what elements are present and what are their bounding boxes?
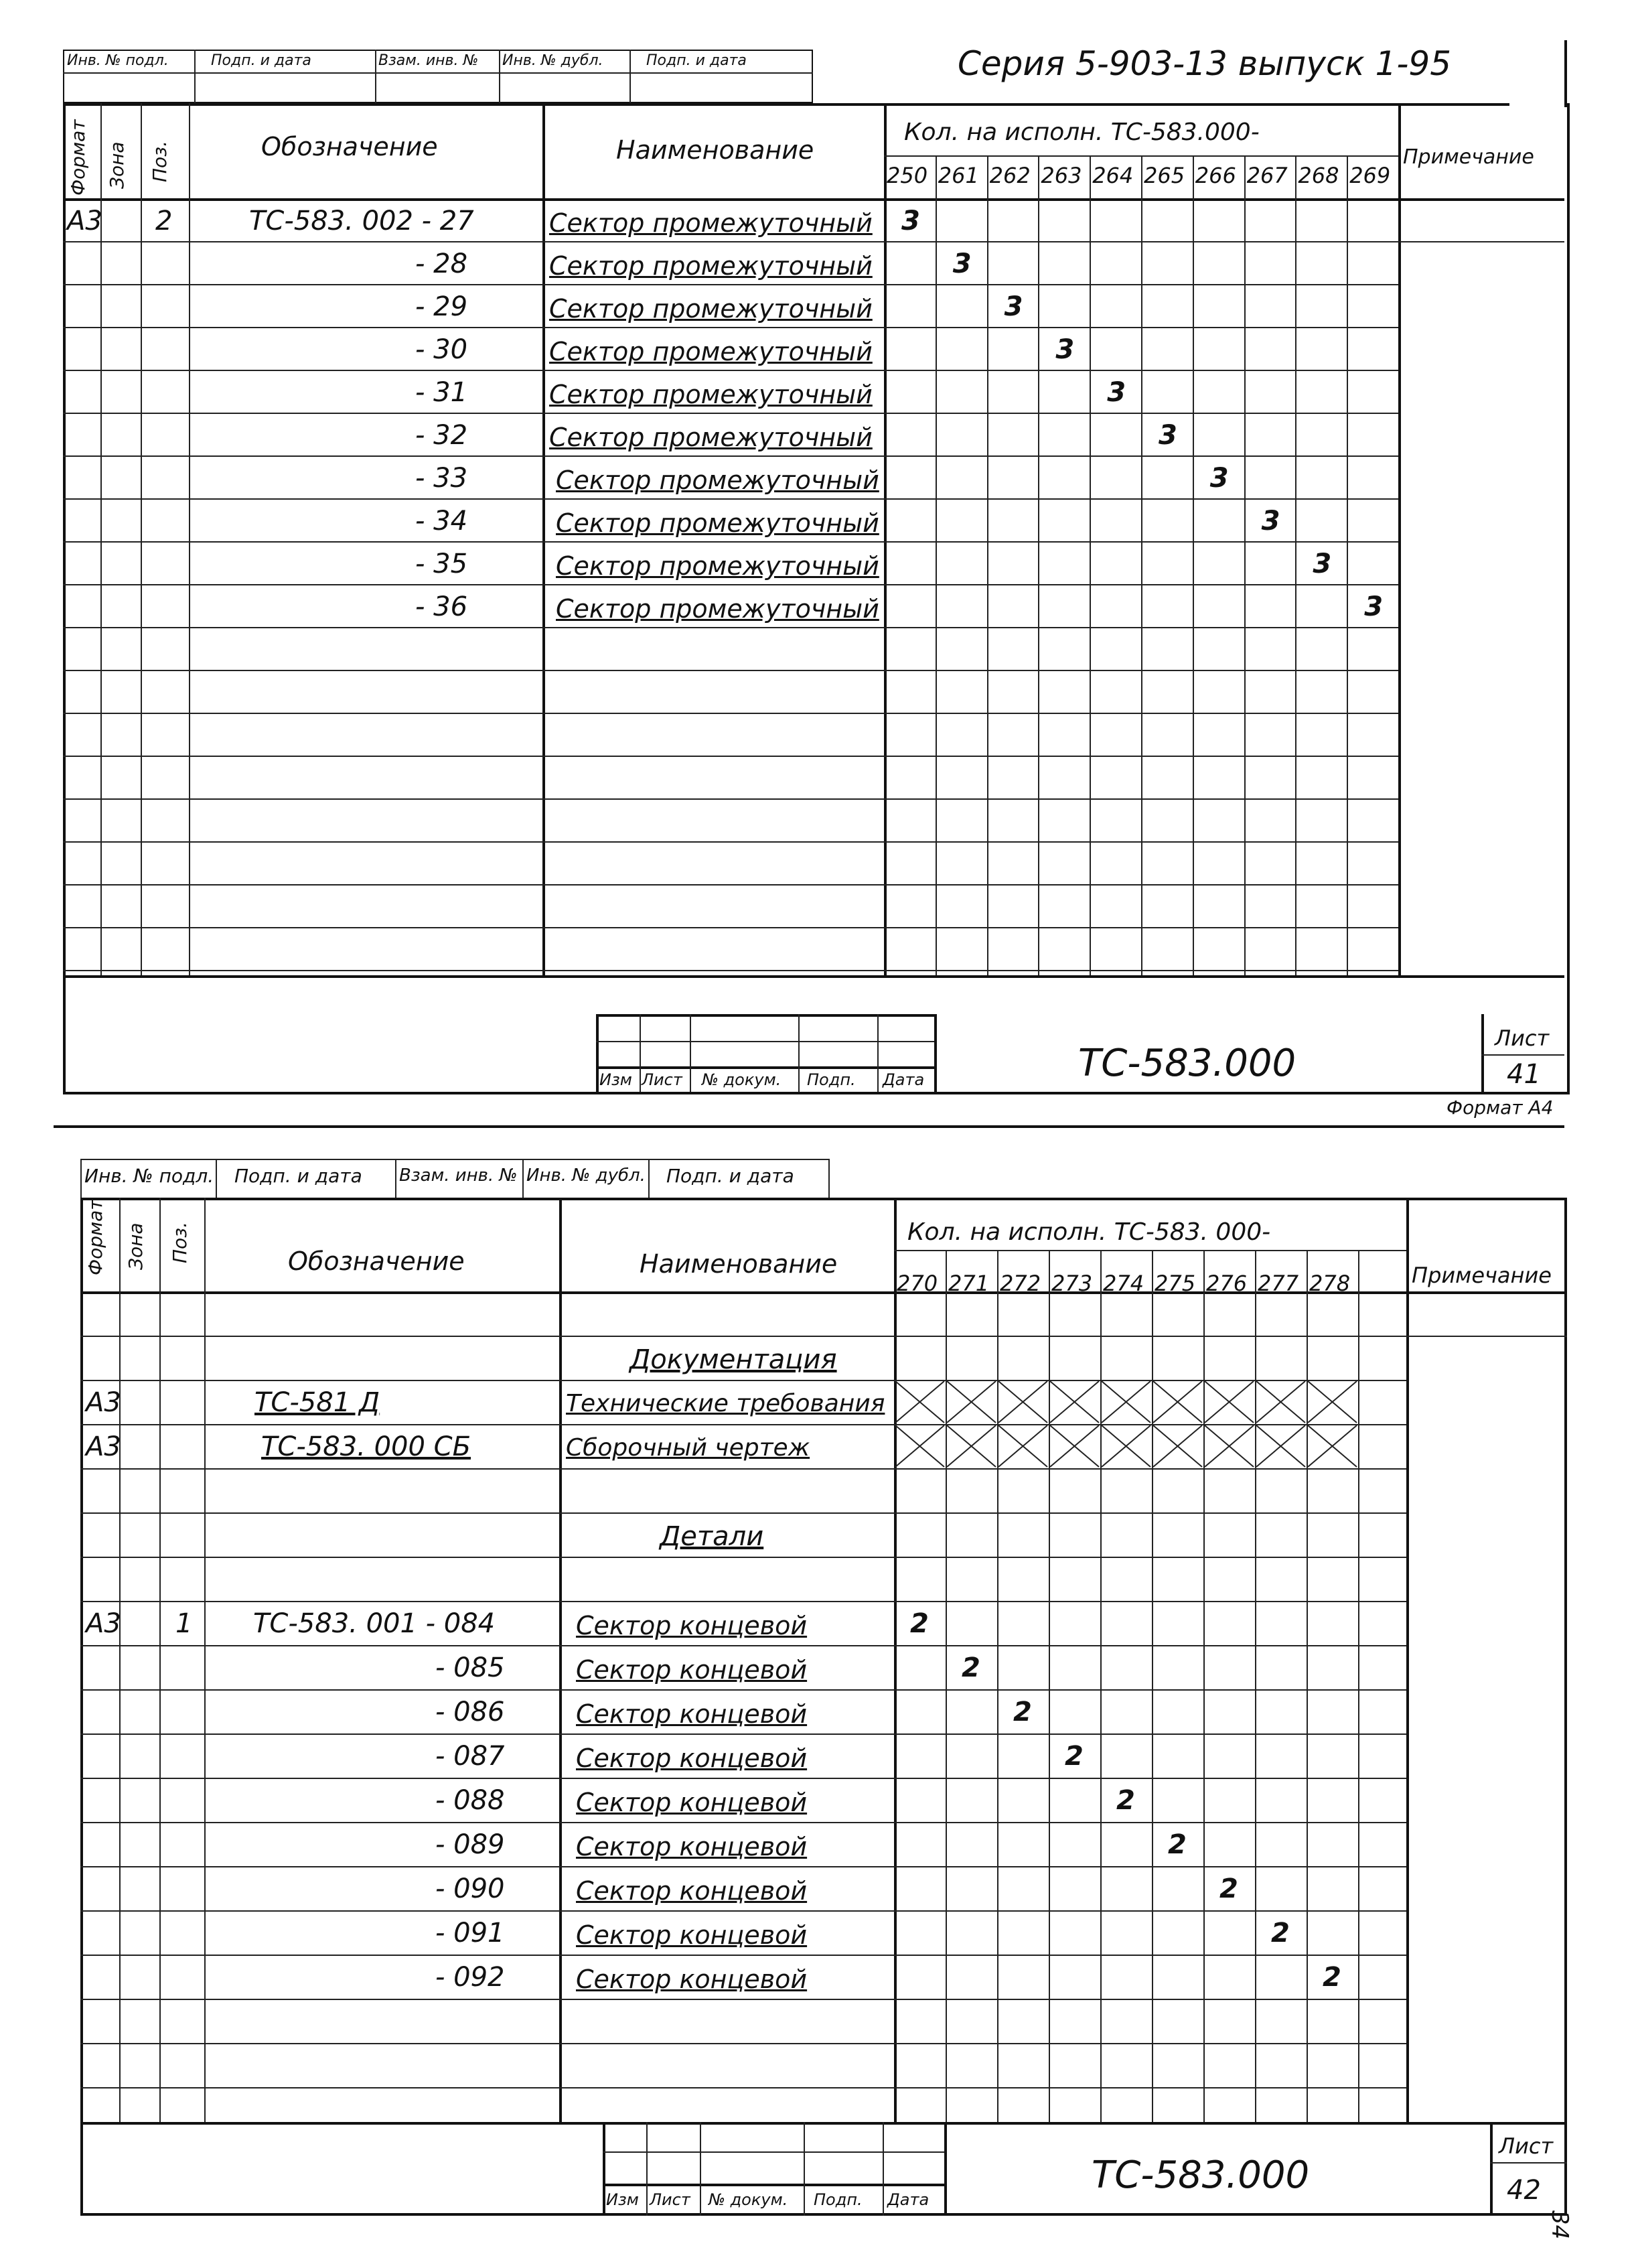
row-designation: - 35	[415, 549, 468, 579]
row-designation: - 28	[415, 249, 468, 279]
row-qty: 3	[1107, 377, 1126, 408]
tb1-label-izm: Изм	[599, 1070, 632, 1089]
row-designation: ТС-583. 002 - 27	[249, 206, 474, 236]
tb2-label-sign: Подп.	[814, 2190, 863, 2209]
row-qty: 2	[1219, 1873, 1238, 1904]
row-qty: 3	[1004, 291, 1023, 322]
row-qty: 2	[1065, 1741, 1084, 1772]
tb1-label-doc: № докум.	[702, 1070, 782, 1089]
row-name: Сектор концевой	[576, 1699, 808, 1729]
crossed-cell	[1307, 1424, 1358, 1468]
row-designation: - 31	[415, 377, 468, 408]
variant-header: 274	[1103, 1271, 1144, 1296]
row-designation: - 091	[435, 1918, 505, 1948]
tb1-label-list: Лист	[642, 1070, 682, 1089]
row-designation: - 32	[415, 420, 468, 451]
row-format: А3	[67, 206, 102, 236]
tb2-label-list: Лист	[650, 2190, 690, 2209]
variant-header: 271	[948, 1271, 990, 1296]
crossed-cell	[1255, 1424, 1307, 1468]
crossed-cell	[1152, 1380, 1203, 1424]
hdr2-zone: Зона	[125, 1222, 147, 1270]
row-designation: - 092	[435, 1962, 505, 1993]
row-qty: 3	[1209, 463, 1229, 494]
variant-header: 265	[1144, 163, 1185, 188]
row-name: Сектор концевой	[576, 1744, 808, 1773]
variant-header: 268	[1298, 163, 1339, 188]
row-designation: - 30	[415, 334, 468, 365]
stamp-inv-label: Инв. № подл.	[67, 52, 169, 69]
variant-header: 262	[989, 163, 1031, 188]
crossed-cell	[946, 1380, 997, 1424]
hdr2-name: Наименование	[640, 1249, 838, 1279]
variant-header: 263	[1041, 163, 1082, 188]
row-qty: 3	[952, 249, 972, 279]
stamp-dup-inv-label: Инв. № дубл.	[502, 52, 603, 69]
variant-header: 273	[1051, 1271, 1093, 1296]
row-name: Сектор концевой	[576, 1876, 808, 1906]
crossed-cell	[1049, 1380, 1100, 1424]
crossed-cell	[894, 1380, 946, 1424]
crossed-cell	[946, 1424, 997, 1468]
crossed-cell	[1255, 1380, 1307, 1424]
variant-header: 276	[1206, 1271, 1248, 1296]
tb1-label-sign: Подп.	[807, 1070, 856, 1089]
hdr-format: Формат	[67, 119, 89, 196]
row-name: Сектор концевой	[576, 1611, 808, 1640]
row-designation: ТС-583. 001 - 084	[253, 1608, 496, 1639]
hdr-zone: Зона	[106, 141, 128, 189]
variant-header: 269	[1349, 163, 1391, 188]
tb1-sheet-number: 41	[1507, 1059, 1541, 1090]
series-line: Серия 5-903-13 выпуск 1-95	[958, 44, 1452, 83]
row-name: Сектор концевой	[576, 1832, 808, 1861]
row-name: Сектор промежуточный	[549, 423, 873, 452]
row-name: Сектор концевой	[576, 1788, 808, 1817]
variant-header: 266	[1195, 163, 1236, 188]
crossed-cell	[1152, 1424, 1203, 1468]
doc-name: Сборочный чертеж	[566, 1434, 810, 1462]
row-name: Сектор промежуточный	[549, 208, 873, 238]
hdr2-format: Формат	[84, 1199, 106, 1275]
crossed-cell	[1100, 1424, 1152, 1468]
row-name: Сектор промежуточный	[556, 594, 879, 624]
variant-header: 277	[1258, 1271, 1299, 1296]
hdr2-designation: Обозначение	[288, 1247, 465, 1276]
hdr2-qty-group: Кол. на исполн. ТС-583. 000-	[907, 1218, 1271, 1246]
variant-header: 250	[887, 163, 928, 188]
hdr-note: Примечание	[1403, 145, 1534, 169]
stamp2-dup-inv-label: Инв. № дубл.	[526, 1165, 646, 1186]
tb2-label-date: Дата	[887, 2190, 930, 2209]
hdr2-pos: Поз.	[169, 1222, 191, 1263]
row-qty: 3	[1159, 420, 1177, 451]
crossed-cell	[894, 1424, 946, 1468]
row-qty: 2	[1323, 1962, 1341, 1993]
row-name: Сектор промежуточный	[556, 508, 879, 538]
variant-header: 264	[1092, 163, 1134, 188]
row-name: Сектор промежуточный	[556, 551, 879, 581]
row-name: Сектор промежуточный	[549, 294, 873, 324]
format-note: Формат А4	[1446, 1096, 1554, 1119]
tb2-sheet-label: Лист	[1499, 2133, 1554, 2159]
row-pos: 1	[175, 1608, 193, 1639]
tb2-label-izm: Изм	[606, 2190, 639, 2209]
hdr-pos: Поз.	[149, 141, 171, 182]
row-designation: - 29	[415, 291, 468, 322]
stamp2-sign-date-label: Подп. и дата	[234, 1165, 362, 1187]
stamp2-sign-date-2-label: Подп. и дата	[666, 1165, 794, 1187]
stamp-sign-date-2-label: Подп. и дата	[646, 52, 747, 69]
row-name: Сектор концевой	[576, 1655, 808, 1685]
crossed-cell	[997, 1424, 1049, 1468]
row-qty: 2	[962, 1652, 980, 1683]
row-designation: - 087	[435, 1741, 505, 1772]
row-qty: 3	[1055, 334, 1075, 365]
row-designation: - 36	[415, 591, 468, 622]
row-qty: 2	[1271, 1918, 1290, 1948]
row-format: А3	[86, 1608, 121, 1639]
tb1-label-date: Дата	[883, 1070, 925, 1089]
tb2-label-doc: № докум.	[709, 2190, 788, 2209]
doc-format: А3	[86, 1431, 121, 1462]
section-documentation: Документация	[629, 1344, 837, 1375]
tb1-sheet-label: Лист	[1495, 1025, 1550, 1051]
doc-designation: ТС-581 Д	[254, 1387, 380, 1418]
stamp-sign-date-label: Подп. и дата	[211, 52, 311, 69]
tb2-document: ТС-583.000	[1092, 2153, 1310, 2197]
tb1-document: ТС-583.000	[1078, 1042, 1296, 1085]
row-name: Сектор промежуточный	[556, 466, 879, 495]
row-name: Сектор концевой	[576, 1920, 808, 1950]
variant-header: 270	[897, 1271, 938, 1296]
doc-designation: ТС-583. 000 СБ	[261, 1431, 471, 1462]
section-parts: Детали	[660, 1521, 764, 1552]
variant-header: 275	[1155, 1271, 1196, 1296]
doc-name: Технические требования	[566, 1390, 885, 1417]
row-designation: - 086	[435, 1697, 505, 1727]
stamp-replace-inv-label: Взам. инв. №	[378, 52, 479, 69]
row-qty: 2	[1168, 1829, 1187, 1860]
row-qty: 3	[1313, 549, 1332, 579]
row-designation: - 088	[435, 1785, 505, 1816]
variant-header: 267	[1246, 163, 1288, 188]
variant-header: 261	[938, 163, 979, 188]
crossed-cell	[1203, 1424, 1255, 1468]
doc-format: А3	[86, 1387, 121, 1418]
crossed-cell	[997, 1380, 1049, 1424]
row-pos: 2	[155, 206, 173, 236]
tb2-sheet-number: 42	[1507, 2175, 1541, 2206]
row-designation: - 089	[435, 1829, 505, 1860]
stamp2-inv-label: Инв. № подл.	[84, 1165, 214, 1187]
row-designation: - 33	[415, 463, 468, 494]
row-designation: - 090	[435, 1873, 505, 1904]
crossed-cell	[1100, 1380, 1152, 1424]
stamp2-replace-inv-label: Взам. инв. №	[399, 1165, 518, 1186]
crossed-cell	[1307, 1380, 1358, 1424]
hdr-qty-group: Кол. на исполн. ТС-583.000-	[904, 119, 1260, 146]
row-designation: - 34	[415, 506, 468, 537]
row-qty: 3	[901, 206, 920, 236]
row-qty: 3	[1261, 506, 1280, 537]
row-name: Сектор промежуточный	[549, 380, 873, 409]
row-name: Сектор концевой	[576, 1965, 808, 1994]
row-qty: 3	[1364, 591, 1384, 622]
crossed-cell	[1203, 1380, 1255, 1424]
corner-number: 34	[1546, 2210, 1573, 2240]
row-qty: 2	[910, 1608, 929, 1639]
hdr2-note: Примечание	[1412, 1263, 1552, 1288]
row-qty: 2	[1013, 1697, 1032, 1727]
hdr-name: Наименование	[616, 135, 814, 165]
variant-header: 278	[1309, 1271, 1351, 1296]
row-name: Сектор промежуточный	[549, 337, 873, 366]
row-designation: - 085	[435, 1652, 505, 1683]
row-name: Сектор промежуточный	[549, 251, 873, 281]
variant-header: 272	[1000, 1271, 1041, 1296]
crossed-cell	[1049, 1424, 1100, 1468]
hdr-designation: Обозначение	[261, 132, 438, 161]
row-qty: 2	[1116, 1785, 1135, 1816]
